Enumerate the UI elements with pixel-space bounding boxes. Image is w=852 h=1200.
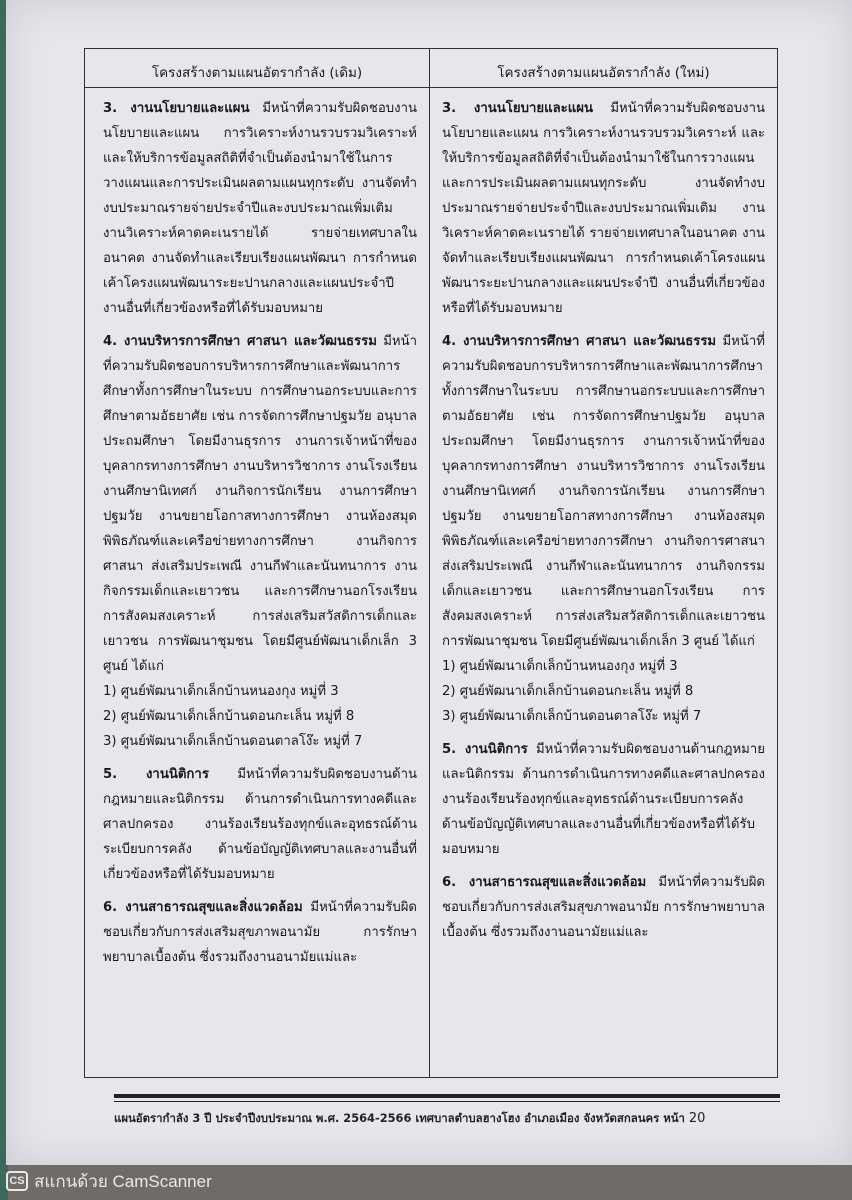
- list-item: 1) ศูนย์พัฒนาเด็กเล็กบ้านหนองกุง หมู่ที่ 3: [442, 659, 678, 674]
- section-3: [442, 96, 765, 321]
- section-6: [103, 895, 417, 970]
- column-new: [430, 49, 777, 1077]
- section-6: [442, 870, 765, 945]
- section-heading: 3. งานนโยบายและแผน: [103, 101, 250, 116]
- section-heading: 6. งานสาธารณสุขและสิ่งแวดล้อม: [442, 875, 647, 890]
- section-heading: 5. งานนิติการ: [442, 742, 528, 757]
- section-text: มีหน้าที่ความรับผิดชอบการบริหารการศึกษาและพัฒนาการศึกษาทั้งการศึกษาในระบบ การศึกษานอกระบบและการศึกษาตามอัธยาศัย เช่น การจัดการศึกษาปฐมวัย อนุบาล ประถมศึกษา โดยมีงานธุรการ งานการเจ้าหน้าที่ของบุคลากรทางการศึกษา งานบริหารวิชาการ งานโรงเรียน งานศึกษานิเทศก์ งานกิจการนักเรียน งานการศึกษาปฐมวัย งานขยายโอกาสทางการศึกษา งานห้องสมุด พิพิธภัณฑ์และเครือข่ายทางการศึกษา งานกิจการศาสนา ส่งเสริมประเพณี งานกีฬาและนันทนาการ งานกิจกรรมเด็กและเยาวชน และการศึกษานอกโรงเรียน การสังคมสงเคราะห์ การส่งเสริมสวัสดิการเด็กและเยาวชน การพัฒนาชุมชน โดยมีศูนย์พัฒนาเด็กเล็ก 3 ศูนย์ ได้แก่: [103, 334, 418, 674]
- footer-rule-thick: [114, 1094, 780, 1098]
- section-heading: 4. งานบริหารการศึกษา ศาสนา และวัฒนธรรม: [442, 334, 717, 349]
- section-5: [103, 762, 417, 887]
- section-text: มีหน้าที่ความรับผิดชอบงานด้านกฎหมายและนิติกรรม ด้านการดำเนินการทางคดีและศาลปกครอง งานร้องเรียนร้องทุกข์และอุทธรณ์ด้านระเบียบการคลัง ด้านข้อบัญญัติเทศบาลและงานอื่นที่เกี่ยวข้องหรือที่ได้รับมอบหมาย: [103, 767, 417, 882]
- section-5: [442, 737, 765, 862]
- section-text: มีหน้าที่ความรับผิดชอบเกี่ยวกับการส่งเสริมสุขภาพอนามัย การรักษาพยาบาลเบื้องต้น ซึ่งรวมถึงงานอนามัยแม่และ: [103, 900, 417, 965]
- footer-text: แผนอัตรากำลัง 3 ปี ประจำปีงบประมาณ พ.ศ. 2564-2566 เทศบาลตำบลฮางโฮง อำเภอเมือง จังหวัดสกลนคร หน้า: [114, 1111, 685, 1125]
- comparison-table: [84, 48, 778, 1078]
- list-item: 2) ศูนย์พัฒนาเด็กเล็กบ้านดอนกะเล็น หมู่ที่ 8: [103, 709, 355, 724]
- section-heading: 4. งานบริหารการศึกษา ศาสนา และวัฒนธรรม: [103, 334, 377, 349]
- list-item: 2) ศูนย์พัฒนาเด็กเล็กบ้านดอนกะเล็น หมู่ที่ 8: [442, 684, 694, 699]
- section-4: [442, 329, 765, 654]
- column-body-new: [430, 88, 777, 945]
- section-text: มีหน้าที่ความรับผิดชอบงานนโยบายและแผน การวิเคราะห์งานรวบรวมวิเคราะห์ และให้บริการข้อมูลสถิติที่จำเป็นต้องนำมาใช้ในการวางแผนและการประเมินผลตามแผนทุกระดับ งานจัดทำงบประมาณรายจ่ายประจำปีและงบประมาณเพิ่มเติม งานวิเคราะห์คาดคะเนรายได้ รายจ่ายเทศบาลในอนาคต งานจัดทำและเรียบเรียงแผนพัฒนา การกำหนดเค้าโครงแผนพัฒนาระยะปานกลางและแผนประจำปี งานอื่นที่เกี่ยวข้องหรือที่ได้รับมอบหมาย: [442, 101, 765, 316]
- list-item: 1) ศูนย์พัฒนาเด็กเล็กบ้านหนองกุง หมู่ที่ 3: [103, 684, 339, 699]
- footer-rule-thin: [114, 1101, 780, 1102]
- section-4: [103, 329, 417, 679]
- document-page: [6, 0, 852, 1165]
- section-heading: 3. งานนโยบายและแผน: [442, 101, 593, 116]
- page-number: 20: [688, 1111, 706, 1126]
- column-old: [85, 49, 430, 1077]
- section-heading: 5. งานนิติการ: [103, 767, 209, 782]
- section-heading: 6. งานสาธารณสุขและสิ่งแวดล้อม: [103, 900, 303, 915]
- column-header-new: โครงสร้างตามแผนอัตรากำลัง (ใหม่): [430, 49, 777, 88]
- camscanner-logo-icon: CS: [6, 1171, 28, 1191]
- section-text: มีหน้าที่ความรับผิดชอบงานด้านกฎหมายและนิติกรรม ด้านการดำเนินการทางคดีและศาลปกครอง งานร้องเรียนร้องทุกข์และอุทธรณ์ด้านระเบียบการคลัง ด้านข้อบัญญัติเทศบาลและงานอื่นที่เกี่ยวข้องหรือที่ได้รับมอบหมาย: [442, 742, 765, 857]
- column-header-old: โครงสร้างตามแผนอัตรากำลัง (เดิม): [85, 49, 429, 88]
- section-text: มีหน้าที่ความรับผิดชอบเกี่ยวกับการส่งเสริมสุขภาพอนามัย การรักษาพยาบาลเบื้องต้น ซึ่งรวมถึงงานอนามัยแม่และ: [442, 875, 765, 940]
- section-text: มีหน้าที่ความรับผิดชอบการบริหารการศึกษาและพัฒนาการศึกษาทั้งการศึกษาในระบบ การศึกษานอกระบบและการศึกษาตามอัธยาศัย เช่น การจัดการศึกษาปฐมวัย อนุบาล ประถมศึกษา โดยมีงานธุรการ งานการเจ้าหน้าที่ของบุคลากรทางการศึกษา งานบริหารวิชาการ งานโรงเรียน งานศึกษานิเทศก์ งานกิจการนักเรียน งานการศึกษาปฐมวัย งานขยายโอกาสทางการศึกษา งานห้องสมุด พิพิธภัณฑ์และเครือข่ายทางการศึกษา งานกิจการศาสนา ส่งเสริมประเพณี งานกีฬาและนันทนาการ งานกิจกรรมเด็กและเยาวชน และการศึกษานอกโรงเรียน การสังคมสงเคราะห์ การส่งเสริมสวัสดิการเด็กและเยาวชน การพัฒนาชุมชน โดยมีศูนย์พัฒนาเด็กเล็ก 3 ศูนย์ ได้แก่: [442, 334, 765, 649]
- watermark-text: สแกนด้วย CamScanner: [34, 1171, 212, 1191]
- section-3: [103, 96, 417, 321]
- page-footer: [114, 1110, 794, 1128]
- section-text: มีหน้าที่ความรับผิดชอบงานนโยบายและแผน การวิเคราะห์งานรวบรวมวิเคราะห์ และให้บริการข้อมูลสถิติที่จำเป็นต้องนำมาใช้ในการวางแผนและการประเมินผลตามแผนทุกระดับ งานจัดทำงบประมาณรายจ่ายประจำปีและงบประมาณเพิ่มเติม งานวิเคราะห์คาดคะเนรายได้ รายจ่ายเทศบาลในอนาคต งานจัดทำและเรียบเรียงแผนพัฒนา การกำหนดเค้าโครงแผนพัฒนาระยะปานกลางและแผนประจำปี งานอื่นที่เกี่ยวข้องหรือที่ได้รับมอบหมาย: [103, 101, 417, 316]
- camscanner-watermark: [6, 1168, 212, 1194]
- list-item: 3) ศูนย์พัฒนาเด็กเล็กบ้านดอนตาลโง๊ะ หมู่ที่ 7: [103, 734, 363, 749]
- column-body-old: [85, 88, 429, 970]
- list-item: 3) ศูนย์พัฒนาเด็กเล็กบ้านดอนตาลโง๊ะ หมู่ที่ 7: [442, 709, 702, 724]
